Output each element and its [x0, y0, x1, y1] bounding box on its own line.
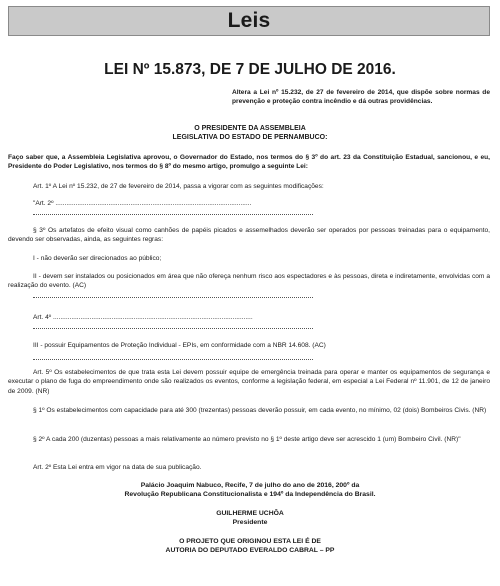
presidente-heading [0, 124, 500, 143]
origin-line-1: O PROJETO QUE ORIGINOU ESTA LEI É DE [179, 538, 321, 545]
preamble: Faço saber que, a Assembleia Legislativa aprovou, o Governador do Estado, nos termos do § 3º do art. 23 da Constituição Estadual, sancionou, e eu, Presidente do Poder Legislativo, nos termos do § 8º do mesmo artigo, promulgo a seguinte Lei: [8, 154, 490, 171]
ellipsis-line [33, 359, 313, 360]
origin-note [0, 537, 500, 556]
art-4-open: Art. 4º ............................................................................................................. [33, 314, 253, 321]
paragraph-3: § 3º Os artefatos de efeito visual como canhões de papéis picados e assemelhados deverão ser operados por pessoas treinadas para o equipamento, devendo ser observadas, ainda, as seguintes regras: [8, 227, 490, 244]
inciso-3: III - possuir Equipamentos de Proteção Individual - EPIs, em conformidade com a NBR 14.608. (AC) [33, 342, 326, 349]
ellipsis-line [33, 297, 313, 298]
signer-role: Presidente [232, 519, 268, 527]
ellipsis-line [33, 214, 313, 215]
law-ementa: Altera a Lei nº 15.232, de 27 de fevereiro de 2014, que dispõe sobre normas de prevenção e proteção contra incêndio e dá outras providências. [232, 89, 490, 106]
paragraph-1: § 1º Os estabelecimentos com capacidade para até 300 (trezentas) pessoas deverão possuir, em cada evento, no mínimo, 02 (dois) Bombeiros Civis. (NR) [33, 407, 487, 414]
inciso-1: I - não deverão ser direcionados ao público; [33, 255, 162, 262]
ellipsis-line [33, 328, 313, 329]
art-1: Art. 1º A Lei nº 15.232, de 27 de fevereiro de 2014, passa a vigorar com as seguintes modificações: [33, 183, 324, 190]
law-title: LEI Nº 15.873, DE 7 DE JULHO DE 2016. [104, 61, 396, 78]
art-2-final: Art. 2º Esta Lei entra em vigor na data de sua publicação. [33, 464, 202, 471]
art-2-open: "Art. 2º ........................................................................................................... [33, 200, 252, 207]
presidente-line-2: LEGISLATIVA DO ESTADO DE PERNAMBUCO: [172, 134, 328, 142]
art-5: Art. 5º Os estabelecimentos de que trata esta Lei devem possuir equipe de emergência treinada para operar e manter os equipamentos de segurança e executar o plano de fuga do empreendimento onde são realizados os eventos, conforme a legislação federal, em especial a Lei Federal nº 11.901, de 12 de janeiro de 2009. (NR) [8, 369, 490, 395]
origin-line-2: AUTORIA DO DEPUTADO EVERALDO CABRAL – PP [165, 547, 335, 555]
closing-place-date [0, 481, 500, 500]
place-line-1: Palácio Joaquim Nabuco, Recife, 7 de julho do ano de 2016, 200º da [140, 482, 360, 489]
section-title: Leis [227, 9, 271, 32]
inciso-2: II - devem ser instalados ou posicionados em área que não ofereça nenhum risco aos espectadores e às pessoas, direta e indiretamente, envolvidas com a realização do evento. (AC) [8, 273, 490, 290]
signature-block [0, 509, 500, 528]
place-line-2: Revolução Republicana Constitucionalista e 194º da Independência do Brasil. [124, 491, 376, 499]
signer-name: GUILHERME UCHÔA [216, 510, 284, 517]
section-header [8, 6, 490, 36]
presidente-line-1: O PRESIDENTE DA ASSEMBLEIA [194, 125, 306, 132]
paragraph-2: § 2º A cada 200 (duzentas) pessoas a mais relativamente ao número previsto no § 1º deste artigo deve ser acrescido 1 (um) Bombeiro Civil. (NR)" [33, 436, 461, 443]
